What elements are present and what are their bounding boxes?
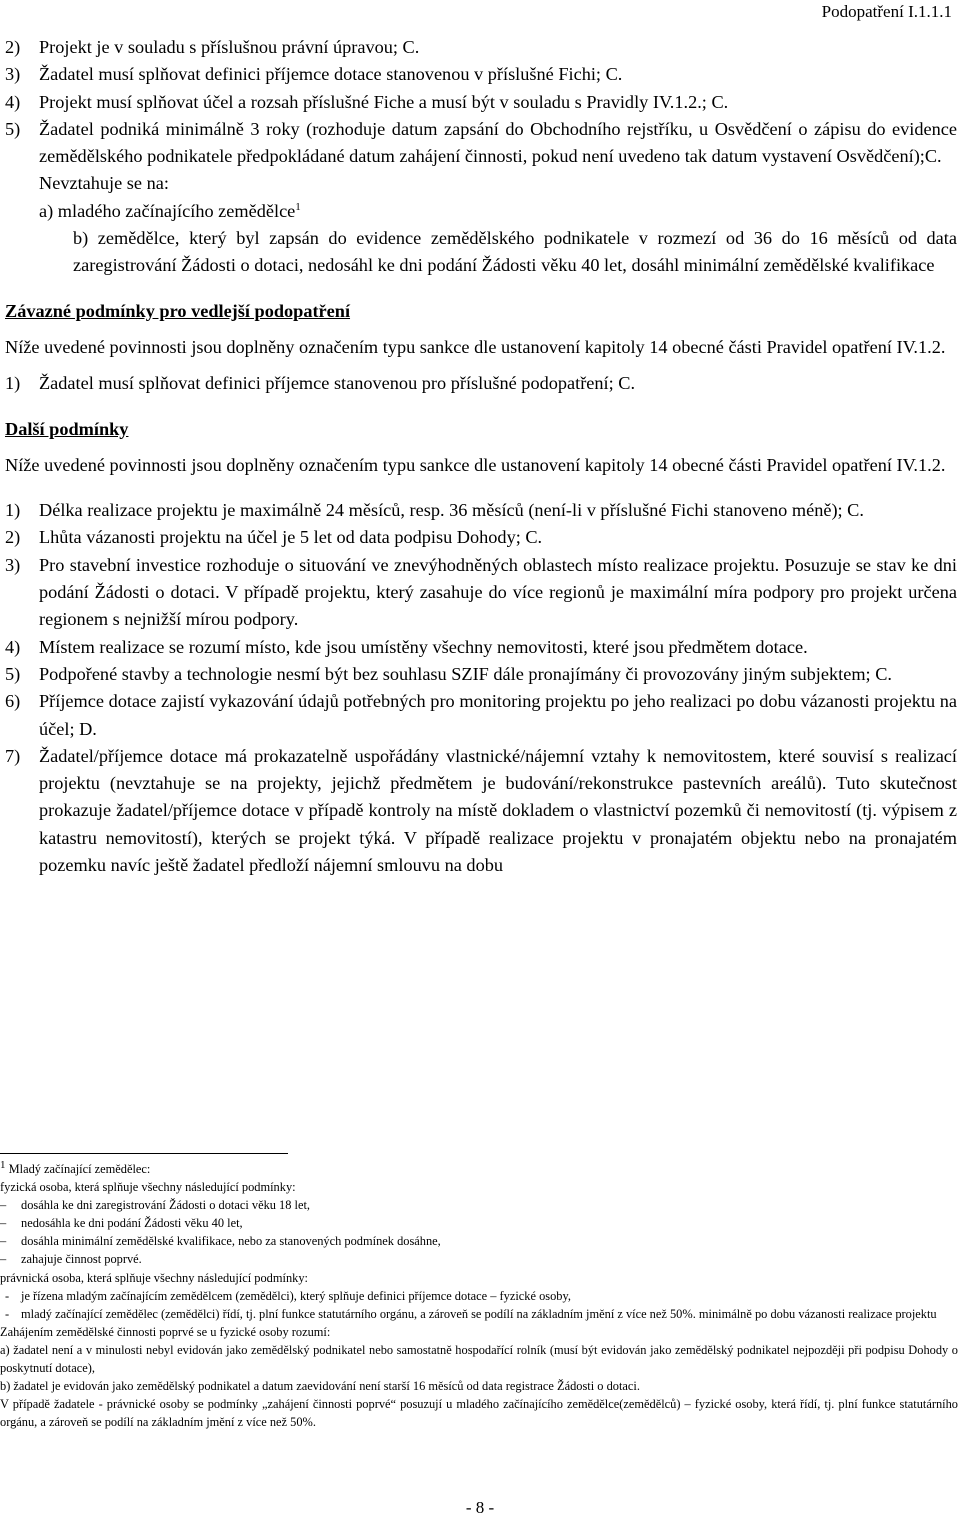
footnotes (0, 1160, 958, 1431)
list-item: 7) Žadatel/příjemce dotace má prokazatelně uspořádány vlastnické/nájemní vztahy k nemovitostem, které souvisí s realizací projektu (nevztahuje se na projekty, jejichž předmětem je budování/rekonstrukce pastevních areálů). Tuto skutečnost prokazuje žadatel/příjemce dotace v případě kontroly na místě dokladem o vlastnictví pozemků či nemovitostí (tj. výpisem z katastru nemovitostí), kterých se projekt týká. V případě realizace projektu v pronajatém objektu nebo na pronajatém pozemku navíc ještě žadatel předloží nájemní smlouvu na dobu (5, 745, 957, 876)
footnote-po-intro: právnická osoba, která splňuje všechny následující podmínky: (0, 1270, 308, 1285)
list-item: 5) Žadatel podniká minimálně 3 roky (rozhoduje datum zapsání do Obchodního rejstříku, u Osvědčení o zápisu do evidence zemědělského podnikatele předpokládané datum zahájení činnosti, pokud není uvedeno tak datum vystavení Osvědčení);C. (5, 118, 957, 167)
list-item: 2) Projekt je v souladu s příslušnou právní úpravou; C. (5, 37, 420, 57)
section-heading-other-conditions: Další podmínky (5, 418, 129, 439)
section-heading-binding-conditions: Závazné podmínky pro vedlejší podopatření (5, 300, 351, 321)
footnote-fo-item: – dosáhla minimální zemědělské kvalifikace, nebo za stanovených podmínek dosáhne, (0, 1234, 441, 1249)
list-item: 4) Projekt musí splňovat účel a rozsah příslušné Fiche a musí být v souladu s Pravidly IV.1.2.; C. (5, 91, 729, 112)
footnote-ref[interactable]: 1 (295, 200, 301, 213)
page-header: Podopatření I.1.1.1 (821, 2, 952, 21)
list-item: 1) Délka realizace projektu je maximálně 24 měsíců, resp. 36 měsíců (není-li v příslušné Fichi stanoveno méně); C. (5, 500, 864, 521)
footnote-po-item: - mladý začínající zemědělec (zemědělci) řídí, tj. plní funkce statutárního orgánu, a zároveň se podílí na základním jmění z více než 50%. minimálně po dobu vázanosti realizace projektu (5, 1306, 937, 1321)
list-item: 3) Pro stavební investice rozhoduje o situování ve znevýhodněných oblastech místo realizace projektu. Posuzuje se stav ke dni podání Žádosti o dotaci. V případě projektu, který zasahuje do více regionů je maximální míra podpory pro projekt určena regionem s nejnižší mírou podpory. (5, 554, 957, 630)
list-item: 4) Místem realizace se rozumí místo, kde jsou umístěny všechny nemovitosti, které jsou předmětem dotace. (5, 636, 808, 657)
list-item: 2) Lhůta vázanosti projektu na účel je 5 let od data podpisu Dohody; C. (5, 527, 543, 548)
footnote-po-item: - je řízena mladým začínajícím zemědělcem (zemědělci), který splňuje definici příjemce dotace – fyzické osoby, (5, 1288, 571, 1303)
footnote-fo-item: – dosáhla ke dni zaregistrování Žádosti o dotaci věku 18 let, (0, 1198, 311, 1213)
exemption-block (5, 170, 957, 279)
exemption-b: b) zemědělce, který byl zapsán do evidence zemědělského podnikatele v rozmezí od 36 do 16 měsíců od data zaregistrování Žádosti o dotaci, nedosáhl ke dni podání Žádosti věku 40 let, dosáhl minimální zemědělské kvalifikace (73, 228, 957, 276)
list-item: 3) Žadatel musí splňovat definici příjemce dotace stanovenou v příslušné Fichi; C. (5, 64, 623, 85)
page-number: - 8 - (465, 1498, 495, 1517)
exemption-intro: Nevztahuje se na: (39, 173, 169, 194)
footnote-separator (0, 1153, 288, 1154)
footnote-mark: 1 (0, 1158, 6, 1171)
list-item: 5) Podpořené stavby a technologie nesmí být bez souhlasu SZIF dále pronajímány či provozovány jiným subjektem; C. (5, 663, 892, 684)
section-intro: Níže uvedené povinnosti jsou doplněny označením typu sankce dle ustanovení kapitoly 14 obecné části Pravidel opatření IV.1.2. (5, 454, 946, 475)
footnote-fo-item: – nedosáhla ke dni podání Žádosti věku 40 let, (0, 1216, 243, 1231)
footnote-fo-item: – zahajuje činnost poprvé. (0, 1252, 142, 1267)
list-item: 6) Příjemce dotace zajistí vykazování údajů potřebných pro monitoring projektu po jeho realizaci po dobu vázanosti projektu na účel; D. (5, 691, 957, 739)
document-body (5, 34, 957, 879)
footnote-zah-b: b) žadatel je evidován jako zemědělský podnikatel a datum zaevidování není starší 16 měsíců od data registrace Žádosti o dotaci. (0, 1379, 640, 1394)
footnote-fo-intro: fyzická osoba, která splňuje všechny následující podmínky: (0, 1180, 296, 1195)
footnote-zah-intro: Zahájením zemědělské činnosti poprvé se u fyzické osoby rozumí: (0, 1324, 331, 1339)
footnote-zah-a: a) žadatel není a v minulosti nebyl evidován jako zemědělský podnikatel nebo samostatně hospodařící rolník (musí být evidován jako zemědělský podnikatel nejpozději při podpisu Dohody o poskytnutí dotace), (0, 1342, 958, 1376)
footnote-final: V případě žadatele - právnické osoby se podmínky „zahájení činnosti poprvé“ posuzují u mladého začínajícího zemědělce(zemědělců) – fyzické osoby, která řídí, tj. plní funkce statutárního orgánu, a zároveň se podílí na základním jmění z více než 50%. (0, 1397, 958, 1430)
exemption-a: a) mladého začínajícího zemědělce$^1$ (39, 200, 301, 221)
list-item: 1) Žadatel musí splňovat definici příjemce stanovenou pro příslušné podopatření; C. (5, 373, 636, 394)
footnote-title: $^1$ Mladý začínající zemědělec: (0, 1158, 151, 1176)
section-intro: Níže uvedené povinnosti jsou doplněny označením typu sankce dle ustanovení kapitoly 14 obecné části Pravidel opatření IV.1.2. (5, 336, 946, 357)
